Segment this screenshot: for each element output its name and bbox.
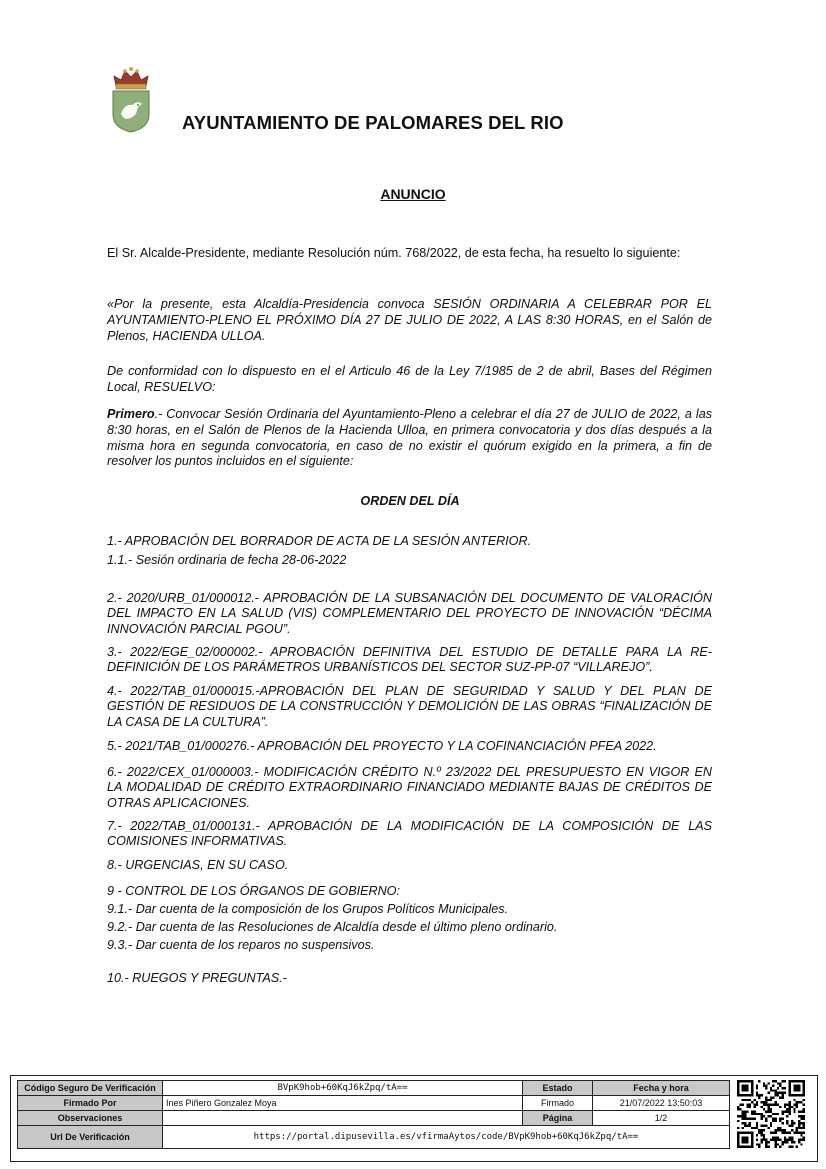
observaciones-value: [163, 1111, 523, 1126]
signature-verification-box: [10, 1075, 818, 1162]
verification-table: [17, 1080, 730, 1149]
csv-value: BVpK9hob+60KqJ6kZpq/tA==: [163, 1081, 523, 1096]
pagina-label: Página: [523, 1111, 593, 1126]
agenda-item-4: 4.- 2022/TAB_01/000015.-APROBACIÓN DEL PLAN DE SEGURIDAD Y SALUD Y DEL PLAN DE GESTIÓN DE RESIDUOS DE LA CONSTRUCCIÓN Y DEMOLICIÓN DE LAS OBRAS “FINALIZACIÓN DE LA CASA DE LA CULTURA”.: [107, 684, 712, 729]
agenda-item-9-3: 9.3.- Dar cuenta de los reparos no suspensivos.: [107, 938, 375, 952]
fecha-label: Fecha y hora: [593, 1081, 730, 1096]
qr-code[interactable]: [737, 1080, 805, 1148]
intro-paragraph: El Sr. Alcalde-Presidente, mediante Resolución núm. 768/2022, de esta fecha, ha resuelto lo siguiente:: [107, 246, 681, 260]
url-value[interactable]: https://portal.dipusevilla.es/vfirmaAytos/code/BVpK9hob+60KqJ6kZpq/tA==: [163, 1126, 730, 1149]
agenda-item-3: 3.- 2022/EGE_02/000002.- APROBACIÓN DEFINITIVA DEL ESTUDIO DE DETALLE PARA LA RE-DEFINICIÓN DE LOS PARÁMETROS URBANÍSTICOS DEL SECTOR SUZ-PP-07 “VILLAREJO”.: [107, 645, 712, 675]
agenda-item-8: 8.- URGENCIAS, EN SU CASO.: [107, 858, 289, 872]
agenda-item-6: 6.- 2022/CEX_01/000003.- MODIFICACIÓN CRÉDITO N.º 23/2022 DEL PRESUPUESTO EN VIGOR EN LA MODALIDAD DE CRÉDITO EXTRAORDINARIO FINANCIADO MEDIANTE BAJAS DE CRÉDITOS DE OTRAS APLICACIONES.: [107, 765, 712, 810]
primero-text: .- Convocar Sesión Ordinaria del Ayuntamiento-Pleno a celebrar el día 27 de JULIO de 2022, a las 8:30 horas, en el Salón de Plenos de la Hacienda Ulloa, en primera convocatoria y dos días después a la misma hora en segunda convocatoria, en caso de no existir el quórum exigido en la primera, a fin de resolver los puntos incluidos en el siguiente:: [107, 407, 712, 469]
csv-label: Código Seguro De Verificación: [18, 1081, 163, 1096]
agenda-item-7: 7.- 2022/TAB_01/000131.- APROBACIÓN DE LA MODIFICACIÓN DE LA COMPOSICIÓN DE LAS COMISIONES INFORMATIVAS.: [107, 819, 712, 849]
observaciones-label: Observaciones: [18, 1111, 163, 1126]
primero-label: Primero: [107, 407, 155, 421]
url-label: Url De Verificación: [18, 1126, 163, 1149]
agenda-item-1: 1.- APROBACIÓN DEL BORRADOR DE ACTA DE LA SESIÓN ANTERIOR.: [107, 534, 532, 548]
organization-title: AYUNTAMIENTO DE PALOMARES DEL RIO: [182, 112, 564, 133]
estado-label: Estado: [523, 1081, 593, 1096]
agenda-item-5: 5.- 2021/TAB_01/000276.- APROBACIÓN DEL PROYECTO Y LA COFINANCIACIÓN PFEA 2022.: [107, 739, 657, 753]
firmado-por-label: Firmado Por: [18, 1096, 163, 1111]
conformidad-paragraph: De conformidad con lo dispuesto en el el Articulo 46 de la Ley 7/1985 de 2 de abril, Bases del Régimen Local, RESUELVO:: [107, 364, 712, 394]
agenda-item-2: 2.- 2020/URB_01/000012.- APROBACIÓN DE LA SUBSANACIÓN DEL DOCUMENTO DE VALORACIÓN DEL IMPACTO EN LA SALUD (VIS) COMPLEMENTARIO DEL PROYECTO DE INNOVACIÓN “DÉCIMA INNOVACIÓN PARCIAL PGOU”.: [107, 591, 712, 636]
pagina-value: 1/2: [593, 1111, 730, 1126]
firmado-por-value: Ines Piñero Gonzalez Moya: [163, 1096, 523, 1111]
primero-paragraph: [107, 407, 712, 470]
municipal-crest-logo: [108, 64, 154, 134]
estado-value: Firmado: [523, 1096, 593, 1111]
document-heading: ANUNCIO: [380, 186, 446, 202]
convocatoria-paragraph: «Por la presente, esta Alcaldía-Presidencia convoca SESIÓN ORDINARIA A CELEBRAR POR EL AYUNTAMIENTO-PLENO EL PRÓXIMO DÍA 27 DE JULIO DE 2022, A LAS 8:30 HORAS, en el Salón de Plenos, HACIENDA ULLOA.: [107, 297, 712, 343]
table-row: [18, 1081, 730, 1096]
agenda-item-9: 9 - CONTROL DE LOS ÓRGANOS DE GOBIERNO:: [107, 884, 400, 898]
agenda-item-1-1: 1.1.- Sesión ordinaria de fecha 28-06-2022: [107, 553, 347, 567]
table-row: [18, 1111, 730, 1126]
fecha-value: 21/07/2022 13:50:03: [593, 1096, 730, 1111]
table-row: [18, 1096, 730, 1111]
orden-del-dia-heading: ORDEN DEL DÍA: [360, 494, 460, 508]
agenda-item-10: 10.- RUEGOS Y PREGUNTAS.-: [107, 971, 287, 985]
agenda-item-9-2: 9.2.- Dar cuenta de las Resoluciones de Alcaldía desde el último pleno ordinario.: [107, 920, 558, 934]
agenda-item-9-1: 9.1.- Dar cuenta de la composición de los Grupos Políticos Municipales.: [107, 902, 509, 916]
table-row: [18, 1126, 730, 1149]
